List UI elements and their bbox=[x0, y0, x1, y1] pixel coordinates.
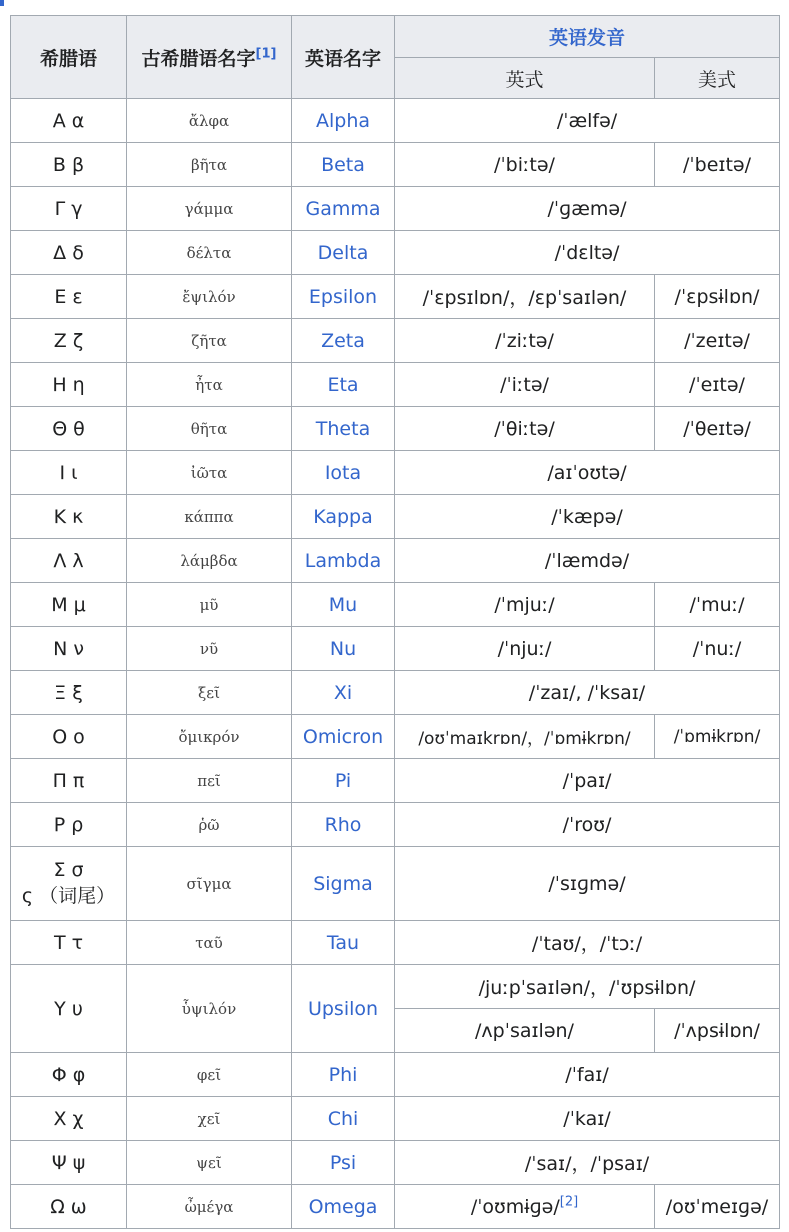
english-name-cell bbox=[292, 1141, 395, 1185]
ancient-name-cell: πεῖ bbox=[127, 759, 292, 803]
letter-cell: Π π bbox=[11, 759, 127, 803]
table-row bbox=[11, 495, 780, 539]
ipa-uk-cell: /oʊˈmaɪkrɒn/，/ˈɒmɨkrɒn/ bbox=[395, 715, 655, 759]
ipa-cell: /ˈsaɪ/，/ˈpsaɪ/ bbox=[395, 1141, 780, 1185]
english-name-link[interactable]: Gamma bbox=[305, 197, 381, 220]
header-pronunciation[interactable] bbox=[395, 16, 780, 58]
ipa-us-cell: /oʊˈmeɪɡə/ bbox=[655, 1185, 780, 1229]
ancient-name-cell: ἄλφα bbox=[127, 99, 292, 143]
letter-cell: Λ λ bbox=[11, 539, 127, 583]
english-name-link[interactable]: Omega bbox=[308, 1195, 378, 1218]
english-name-cell bbox=[292, 583, 395, 627]
ipa-cell: /ˈkæpə/ bbox=[395, 495, 780, 539]
ancient-name-cell: ἦτα bbox=[127, 363, 292, 407]
ipa-uk-cell: /ʌpˈsaɪlən/ bbox=[395, 1009, 655, 1053]
english-name-link[interactable]: Sigma bbox=[313, 872, 373, 895]
ipa-us-cell: /ˈɒmɨkrɒn/ bbox=[655, 715, 780, 759]
letter-cell: Ω ω bbox=[11, 1185, 127, 1229]
english-name-link[interactable]: Phi bbox=[328, 1063, 358, 1086]
top-divider bbox=[0, 0, 789, 6]
table-row bbox=[11, 319, 780, 363]
ipa-us-cell: /ˈbeɪtə/ bbox=[655, 143, 780, 187]
letter-cell: Ο ο bbox=[11, 715, 127, 759]
header-greek bbox=[11, 16, 127, 99]
table-row bbox=[11, 847, 780, 921]
ipa-cell: /ˈzaɪ/, /ˈksaɪ/ bbox=[395, 671, 780, 715]
letter-cell: Μ μ bbox=[11, 583, 127, 627]
english-name-link[interactable]: Delta bbox=[317, 241, 369, 264]
letter-cell: Α α bbox=[11, 99, 127, 143]
letter-cell: Δ δ bbox=[11, 231, 127, 275]
ipa-us-cell: /ˈeɪtə/ bbox=[655, 363, 780, 407]
english-name-cell bbox=[292, 451, 395, 495]
ancient-name-cell: ἰῶτα bbox=[127, 451, 292, 495]
ipa-cell: /ˈsɪɡmə/ bbox=[395, 847, 780, 921]
table-row bbox=[11, 539, 780, 583]
table-row bbox=[11, 143, 780, 187]
table-row bbox=[11, 965, 780, 1009]
english-name-cell bbox=[292, 1053, 395, 1097]
ipa-uk-cell: /ˈɛpsɪlɒn/，/ɛpˈsaɪlən/ bbox=[395, 275, 655, 319]
ipa-uk-cell: /ˈziːtə/ bbox=[395, 319, 655, 363]
ipa-uk-cell: /ˈmjuː/ bbox=[395, 583, 655, 627]
letter-cell: Ρ ρ bbox=[11, 803, 127, 847]
ancient-name-cell: κάππα bbox=[127, 495, 292, 539]
ancient-name-cell: βῆτα bbox=[127, 143, 292, 187]
ancient-name-cell: ὦμέγα bbox=[127, 1185, 292, 1229]
ipa-us-cell: /ˈʌpsɨlɒn/ bbox=[655, 1009, 780, 1053]
ancient-name-cell: δέλτα bbox=[127, 231, 292, 275]
letter-cell: Ζ ζ bbox=[11, 319, 127, 363]
table-row bbox=[11, 759, 780, 803]
ancient-name-cell: ῥῶ bbox=[127, 803, 292, 847]
table-row bbox=[11, 231, 780, 275]
english-name-link[interactable]: Zeta bbox=[321, 329, 365, 352]
table-row bbox=[11, 1141, 780, 1185]
english-name-cell bbox=[292, 965, 395, 1053]
header-greek-label: 希腊语 bbox=[39, 47, 97, 70]
letter-cell: Ν ν bbox=[11, 627, 127, 671]
ipa-cell: /ˈlæmdə/ bbox=[395, 539, 780, 583]
english-name-link[interactable]: Omicron bbox=[302, 725, 384, 748]
ancient-name-cell: γάμμα bbox=[127, 187, 292, 231]
english-name-link[interactable]: Psi bbox=[329, 1151, 357, 1174]
letter-cell: Θ θ bbox=[11, 407, 127, 451]
english-name-cell bbox=[292, 495, 395, 539]
header-english-label: 英语名字 bbox=[304, 47, 381, 70]
english-name-link[interactable]: Theta bbox=[315, 417, 371, 440]
table-row bbox=[11, 187, 780, 231]
ancient-name-cell: ὗψιλόν bbox=[127, 965, 292, 1053]
table-row bbox=[11, 921, 780, 965]
ancient-name-cell: ζῆτα bbox=[127, 319, 292, 363]
ancient-name-cell: ὄμικρόν bbox=[127, 715, 292, 759]
english-name-link[interactable]: Epsilon bbox=[308, 285, 378, 308]
english-name-link[interactable]: Lambda bbox=[304, 549, 382, 572]
ipa-cell: /ˈɡæmə/ bbox=[395, 187, 780, 231]
header-uk bbox=[395, 58, 655, 99]
ipa-us-cell: /ˈθeɪtə/ bbox=[655, 407, 780, 451]
english-name-link[interactable]: Mu bbox=[328, 593, 358, 616]
english-name-cell bbox=[292, 759, 395, 803]
english-name-cell bbox=[292, 143, 395, 187]
english-name-link[interactable]: Xi bbox=[333, 681, 353, 704]
ancient-name-cell: ἔψιλόν bbox=[127, 275, 292, 319]
ancient-name-cell: λάμβδα bbox=[127, 539, 292, 583]
table-row bbox=[11, 803, 780, 847]
english-name-link[interactable]: Tau bbox=[326, 931, 360, 954]
ipa-cell: /ˈroʊ/ bbox=[395, 803, 780, 847]
ref-link-2[interactable]: [2] bbox=[559, 1194, 579, 1210]
ancient-name-cell: ξεῖ bbox=[127, 671, 292, 715]
english-name-link[interactable]: Upsilon bbox=[307, 997, 379, 1020]
ipa-cell: /ˈpaɪ/ bbox=[395, 759, 780, 803]
letter-cell: Ε ε bbox=[11, 275, 127, 319]
ipa-cell: /juːpˈsaɪlən/，/ˈʊpsɨlɒn/ bbox=[395, 965, 780, 1009]
english-name-link[interactable]: Iota bbox=[324, 461, 362, 484]
top-accent-mark bbox=[0, 0, 4, 6]
letter-cell: Η η bbox=[11, 363, 127, 407]
letter-cell: Γ γ bbox=[11, 187, 127, 231]
ipa-cell: /ˈkaɪ/ bbox=[395, 1097, 780, 1141]
ancient-name-cell: χεῖ bbox=[127, 1097, 292, 1141]
letter-cell: Ξ ξ bbox=[11, 671, 127, 715]
header-uk-label: 英式 bbox=[505, 68, 544, 91]
table-row bbox=[11, 407, 780, 451]
english-name-cell bbox=[292, 275, 395, 319]
letter-cell: Ι ι bbox=[11, 451, 127, 495]
english-name-link[interactable]: Eta bbox=[327, 373, 359, 396]
english-name-link[interactable]: Kappa bbox=[313, 505, 373, 528]
english-name-cell bbox=[292, 715, 395, 759]
table-row bbox=[11, 99, 780, 143]
table-row bbox=[11, 363, 780, 407]
english-name-cell bbox=[292, 99, 395, 143]
ancient-name-cell: σῖγμα bbox=[127, 847, 292, 921]
ipa-cell: /ˈfaɪ/ bbox=[395, 1053, 780, 1097]
ipa-cell: /ˈdɛltə/ bbox=[395, 231, 780, 275]
letter-cell bbox=[11, 847, 127, 921]
ancient-name-cell: ψεῖ bbox=[127, 1141, 292, 1185]
ipa-cell: /ˈtaʊ/，/ˈtɔː/ bbox=[395, 921, 780, 965]
table-row bbox=[11, 451, 780, 495]
english-name-cell bbox=[292, 539, 395, 583]
header-pronunciation-label: 英语发音 bbox=[549, 27, 626, 49]
ipa-uk-cell: /ˈnjuː/ bbox=[395, 627, 655, 671]
ipa-cell: /aɪˈoʊtə/ bbox=[395, 451, 780, 495]
english-name-cell bbox=[292, 187, 395, 231]
ipa-cell: /ˈælfə/ bbox=[395, 99, 780, 143]
ipa-us-cell: /ˈnuː/ bbox=[655, 627, 780, 671]
ipa-uk-cell: /ˈθiːtə/ bbox=[395, 407, 655, 451]
english-name-link[interactable]: Pi bbox=[334, 769, 352, 792]
english-name-link[interactable]: Beta bbox=[321, 153, 365, 176]
english-name-cell bbox=[292, 1185, 395, 1229]
table-row bbox=[11, 627, 780, 671]
header-ancient-label: 古希腊语名字 bbox=[141, 47, 256, 70]
letter-cell: Υ υ bbox=[11, 965, 127, 1053]
english-name-link[interactable]: Alpha bbox=[315, 109, 371, 132]
ancient-name-cell: μῦ bbox=[127, 583, 292, 627]
ancient-name-cell: νῦ bbox=[127, 627, 292, 671]
ipa-us-cell: /ˈzeɪtə/ bbox=[655, 319, 780, 363]
english-name-cell bbox=[292, 627, 395, 671]
english-name-cell bbox=[292, 803, 395, 847]
table-row bbox=[11, 1185, 780, 1229]
letter-cell: Φ φ bbox=[11, 1053, 127, 1097]
greek-alphabet-table bbox=[10, 15, 780, 1229]
letter-cell: Β β bbox=[11, 143, 127, 187]
english-name-cell bbox=[292, 363, 395, 407]
english-name-link[interactable]: Nu bbox=[329, 637, 357, 660]
english-name-cell bbox=[292, 921, 395, 965]
table-row bbox=[11, 671, 780, 715]
letter-final-form: ς （词尾） bbox=[21, 885, 116, 907]
ancient-name-cell: φεῖ bbox=[127, 1053, 292, 1097]
header-us bbox=[655, 58, 780, 99]
table-row bbox=[11, 275, 780, 319]
ref-link-1[interactable]: [1] bbox=[255, 46, 277, 62]
english-name-link[interactable]: Rho bbox=[324, 813, 362, 836]
english-name-cell bbox=[292, 1097, 395, 1141]
english-name-cell bbox=[292, 319, 395, 363]
ipa-uk-text: /ˈoʊmɨɡə/ bbox=[470, 1195, 560, 1218]
english-name-cell bbox=[292, 231, 395, 275]
english-name-cell bbox=[292, 407, 395, 451]
english-name-cell bbox=[292, 847, 395, 921]
ipa-us-cell: /ˈmuː/ bbox=[655, 583, 780, 627]
ipa-uk-cell: /ˈiːtə/ bbox=[395, 363, 655, 407]
ipa-us-cell: /ˈɛpsɨlɒn/ bbox=[655, 275, 780, 319]
header-english bbox=[292, 16, 395, 99]
letter-cell: Τ τ bbox=[11, 921, 127, 965]
english-name-cell bbox=[292, 671, 395, 715]
table-row bbox=[11, 715, 780, 759]
table-row bbox=[11, 583, 780, 627]
ancient-name-cell: θῆτα bbox=[127, 407, 292, 451]
letter-cell: Κ κ bbox=[11, 495, 127, 539]
letter-main: Σ σ bbox=[53, 859, 84, 881]
ancient-name-cell: ταῦ bbox=[127, 921, 292, 965]
table-row bbox=[11, 1097, 780, 1141]
table-row bbox=[11, 1053, 780, 1097]
ipa-uk-cell: /ˈbiːtə/ bbox=[395, 143, 655, 187]
ipa-uk-cell bbox=[395, 1185, 655, 1229]
english-name-link[interactable]: Chi bbox=[327, 1107, 359, 1130]
header-us-label: 美式 bbox=[698, 68, 737, 91]
letter-cell: Ψ ψ bbox=[11, 1141, 127, 1185]
letter-cell: Χ χ bbox=[11, 1097, 127, 1141]
header-ancient bbox=[127, 16, 292, 99]
